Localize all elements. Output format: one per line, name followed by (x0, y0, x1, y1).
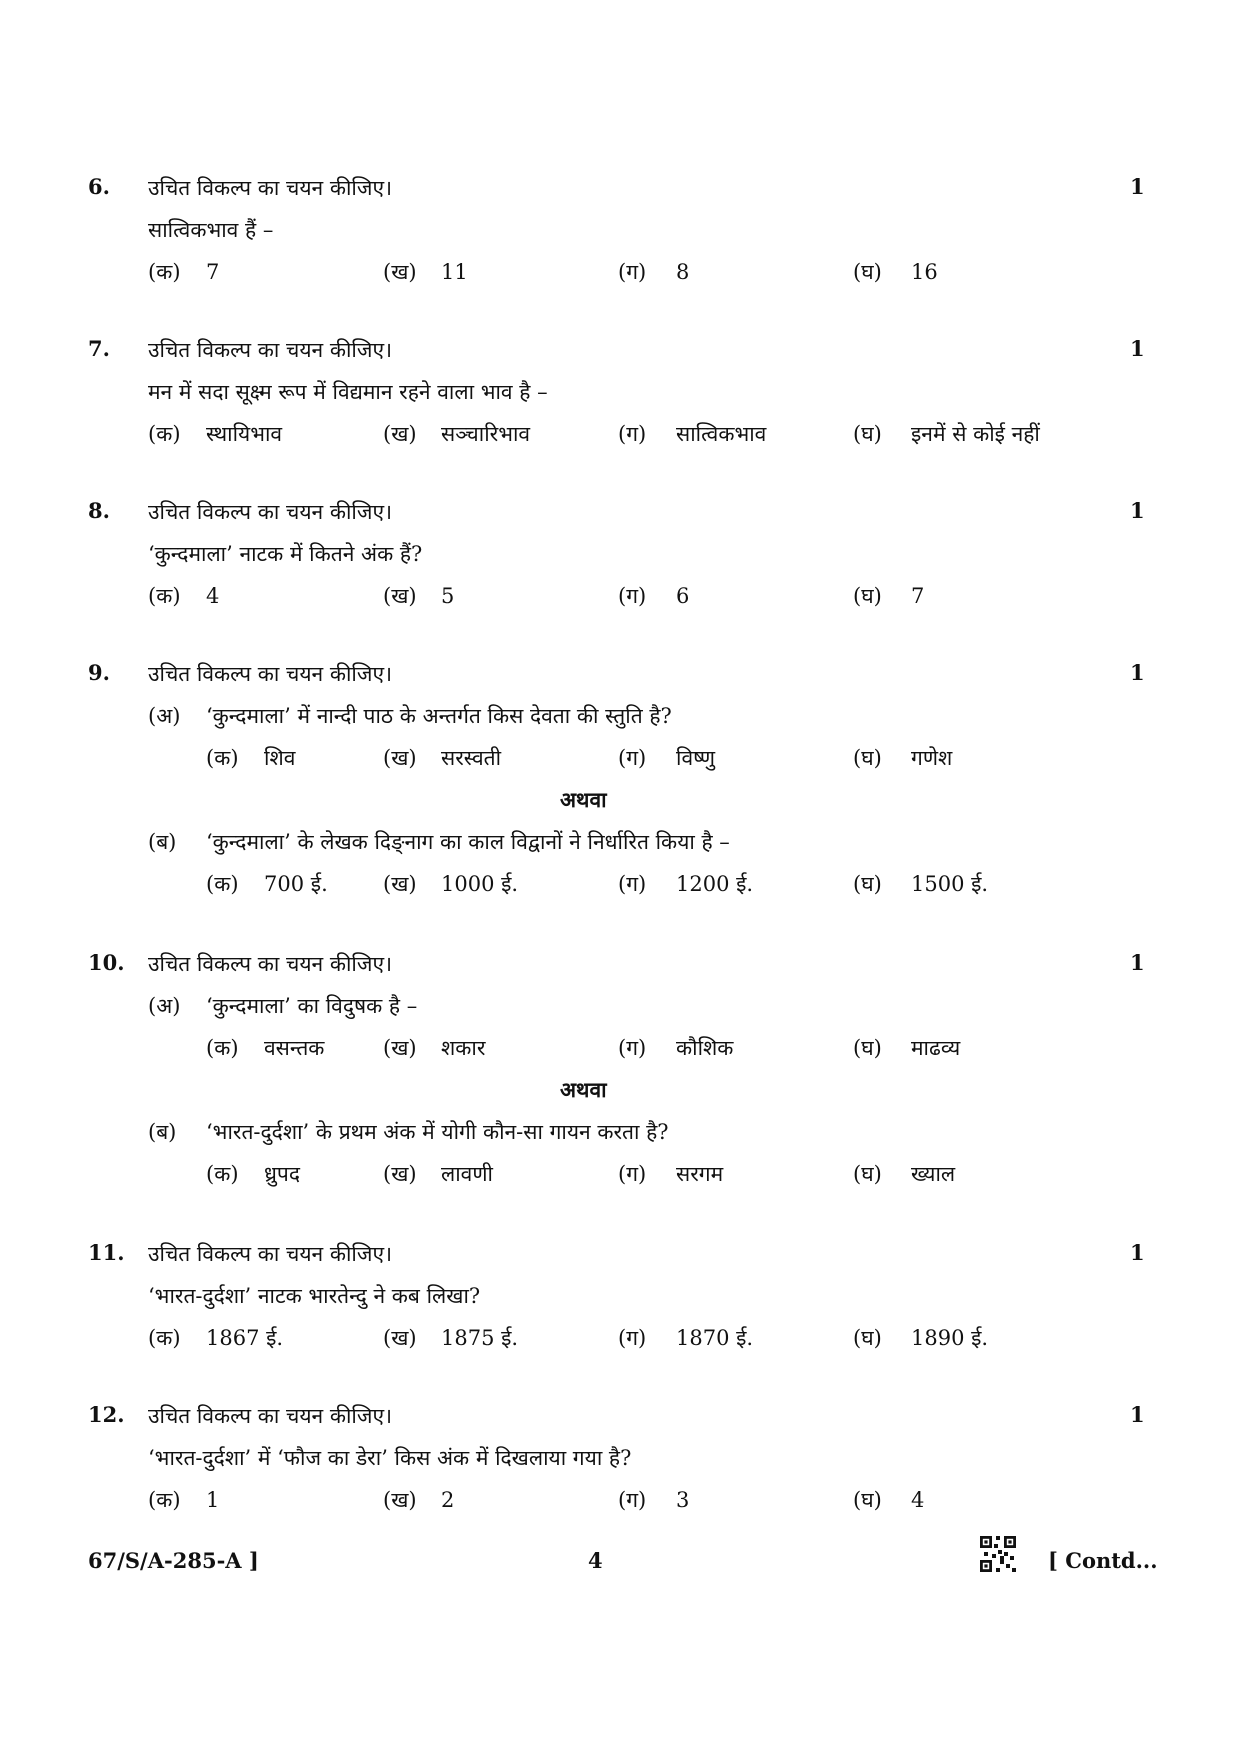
question-text: ‘कुन्दमाला’ नाटक में कितने अंक हैं? (148, 542, 423, 566)
question-marks: 1 (1130, 174, 1145, 199)
option-ga: (ग) 1870 ई. (618, 1326, 754, 1350)
question-text: मन में सदा सूक्ष्म रूप में विद्यमान रहने वाला भाव है – (148, 380, 548, 404)
question-text: सात्विकभाव हैं – (148, 218, 274, 242)
question-instruction: उचित विकल्प का चयन कीजिए। (148, 1404, 393, 1428)
question-number: 7. (88, 336, 110, 361)
option-ka: (क) ध्रुपद (206, 1162, 300, 1186)
option-ka: (क) 1867 ई. (148, 1326, 284, 1350)
question-marks: 1 (1130, 950, 1145, 975)
option-ga: (ग) 1200 ई. (618, 872, 754, 896)
question-text: ‘भारत-दुर्दशा’ में ‘फौज का डेरा’ किस अंक में दिखलाया गया है? (148, 1446, 632, 1470)
question-marks: 1 (1130, 336, 1145, 361)
option-ka: (क) स्थायिभाव (148, 422, 283, 446)
question-number: 10. (88, 950, 125, 975)
question-text: ‘भारत-दुर्दशा’ नाटक भारतेन्दु ने कब लिखा? (148, 1284, 481, 1308)
option-kha: (ख) सञ्चारिभाव (383, 422, 531, 446)
option-kha: (ख) 2 (383, 1488, 455, 1512)
option-ga: (ग) विष्णु (618, 746, 716, 770)
option-ka: (क) शिव (206, 746, 296, 770)
question-instruction: उचित विकल्प का चयन कीजिए। (148, 1242, 393, 1266)
question-number: 11. (88, 1240, 125, 1265)
question-instruction: उचित विकल्प का चयन कीजिए। (148, 662, 393, 686)
option-ga: (ग) सरगम (618, 1162, 724, 1186)
option-ga: (ग) सात्विकभाव (618, 422, 767, 446)
option-ga: (ग) 8 (618, 260, 690, 284)
question-number: 12. (88, 1402, 125, 1427)
question-instruction: उचित विकल्प का चयन कीजिए। (148, 500, 393, 524)
question-instruction: उचित विकल्प का चयन कीजिए। (148, 176, 393, 200)
question-number: 8. (88, 498, 110, 523)
paper-code: 67/S/A-285-A ] (88, 1548, 259, 1573)
part-a-question: (अ) ‘कुन्दमाला’ का विदुषक है – (148, 994, 418, 1018)
question-instruction: उचित विकल्प का चयन कीजिए। (148, 338, 393, 362)
option-kha: (ख) शकार (383, 1036, 486, 1060)
option-ka: (क) 7 (148, 260, 220, 284)
option-ka: (क) 1 (148, 1488, 220, 1512)
option-gha: (घ) 16 (853, 260, 938, 284)
option-ka: (क) वसन्तक (206, 1036, 325, 1060)
option-gha: (घ) ख्याल (853, 1162, 956, 1186)
part-a-question: (अ) ‘कुन्दमाला’ में नान्दी पाठ के अन्तर्गत किस देवता की स्तुति है? (148, 704, 672, 728)
option-kha: (ख) 5 (383, 584, 455, 608)
option-kha: (ख) 11 (383, 260, 468, 284)
option-ka: (क) 4 (148, 584, 220, 608)
option-kha: (ख) लावणी (383, 1162, 493, 1186)
qr-code-icon (980, 1536, 1016, 1572)
option-ka: (क) 700 ई. (206, 872, 328, 896)
option-gha: (घ) गणेश (853, 746, 953, 770)
question-number: 9. (88, 660, 110, 685)
option-kha: (ख) 1875 ई. (383, 1326, 519, 1350)
option-gha: (घ) 1500 ई. (853, 872, 989, 896)
question-marks: 1 (1130, 660, 1145, 685)
option-gha: (घ) माढव्य (853, 1036, 961, 1060)
option-kha: (ख) सरस्वती (383, 746, 502, 770)
question-marks: 1 (1130, 498, 1145, 523)
part-b-question: (ब) ‘कुन्दमाला’ के लेखक दिङ्नाग का काल विद्वानों ने निर्धारित किया है – (148, 830, 730, 854)
question-number: 6. (88, 174, 110, 199)
or-separator: अथवा (560, 787, 607, 812)
option-gha: (घ) 1890 ई. (853, 1326, 989, 1350)
or-separator: अथवा (560, 1077, 607, 1102)
part-b-question: (ब) ‘भारत-दुर्दशा’ के प्रथम अंक में योगी कौन-सा गायन करता है? (148, 1120, 669, 1144)
question-marks: 1 (1130, 1240, 1145, 1265)
option-ga: (ग) 6 (618, 584, 690, 608)
option-ga: (ग) 3 (618, 1488, 690, 1512)
question-marks: 1 (1130, 1402, 1145, 1427)
option-kha: (ख) 1000 ई. (383, 872, 519, 896)
option-gha: (घ) 7 (853, 584, 925, 608)
option-gha: (घ) इनमें से कोई नहीं (853, 422, 1040, 446)
option-ga: (ग) कौशिक (618, 1036, 734, 1060)
page-number: 4 (588, 1548, 603, 1573)
option-gha: (घ) 4 (853, 1488, 925, 1512)
continued-note: [ Contd... (1048, 1548, 1158, 1573)
question-instruction: उचित विकल्प का चयन कीजिए। (148, 952, 393, 976)
